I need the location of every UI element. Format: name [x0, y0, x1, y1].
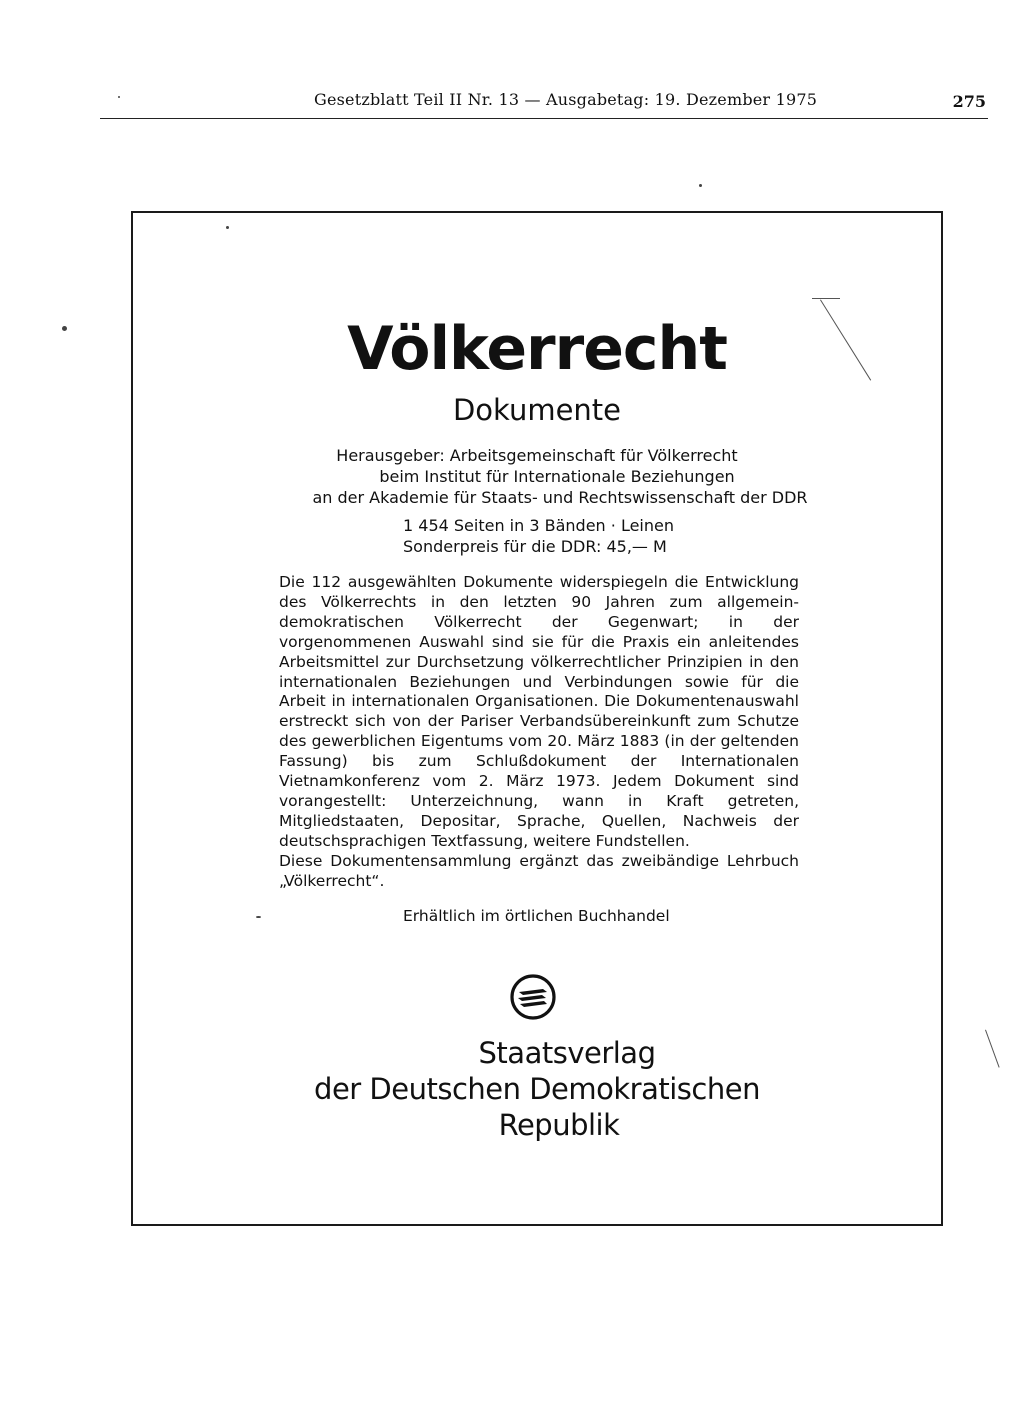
special-price: Sonderpreis für die DDR: 45,— M — [403, 537, 667, 556]
publisher-line: Herausgeber: Arbeitsgemeinschaft für Völkerrecht — [336, 446, 738, 465]
scan-speck — [699, 184, 702, 187]
price-info — [403, 515, 674, 557]
book-title: Völkerrecht — [347, 314, 727, 384]
imprint-line: Republik — [498, 1108, 620, 1142]
scan-scratch — [985, 1030, 1000, 1068]
volume-info: 1 454 Seiten in 3 Bänden · Leinen — [403, 516, 674, 535]
scan-scratch — [812, 298, 840, 300]
availability-note: Erhältlich im örtlichen Buchhandel — [403, 907, 670, 925]
advertisement-frame — [131, 211, 943, 1226]
scan-speck — [226, 226, 229, 229]
book-subtitle: Dokumente — [452, 393, 622, 427]
publisher-line: beim Institut für Internationale Beziehungen — [379, 467, 735, 486]
scan-speck — [256, 916, 261, 918]
page-number: 275 — [952, 92, 986, 111]
description-paragraph: Die 112 ausgewählten Dokumente widerspiegeln die Entwicklung des Völkerrechts in den letzten 90 Jahren zum allgemein-demokratischen Völkerrecht der Gegenwart; in der vorgenommenen Auswahl sind sie für die Praxis ein anleitendes Arbeitsmittel zur Durchsetzung völkerrechtlicher Prinzipien in den internationalen Beziehungen und Verbindungen sowie für die Arbeit in internationalen Organisationen. Die Dokumentenauswahl erstreckt sich von der Pariser Verbandsübereinkunft zum Schutze des gewerblichen Eigentums vom 20. März 1883 (in der geltenden Fassung) bis zum Schlußdokument der Internationalen Vietnamkonferenz vom 2. März 1973. Jedem Dokument sind vorangestellt: Unterzeichnung, wann in Kraft getreten, Mitgliedstaaten, Depositar, Sprache, Quellen, Nachweis der deutschsprachigen Textfassung, weitere Fundstellen. — [279, 573, 799, 850]
publisher-imprint — [133, 1035, 941, 1143]
staatsverlag-logo-icon — [509, 973, 557, 1021]
gazette-title: Gesetzblatt Teil II Nr. 13 — Ausgabetag: 19. Dezember 1975 — [314, 90, 818, 109]
advertisement-content — [133, 213, 941, 1224]
scan-speck — [118, 96, 120, 98]
publisher-info — [133, 445, 941, 508]
imprint-line: Staatsverlag — [478, 1036, 656, 1070]
imprint-line: der Deutschen Demokratischen — [314, 1072, 760, 1106]
book-description — [279, 573, 799, 892]
publisher-line: an der Akademie für Staats- und Rechtswissenschaft der DDR — [312, 488, 808, 507]
description-paragraph: Diese Dokumentensammlung ergänzt das zweibändige Lehrbuch „Völkerrecht“. — [279, 851, 799, 890]
page-header — [100, 88, 988, 119]
scan-speck — [62, 326, 67, 331]
